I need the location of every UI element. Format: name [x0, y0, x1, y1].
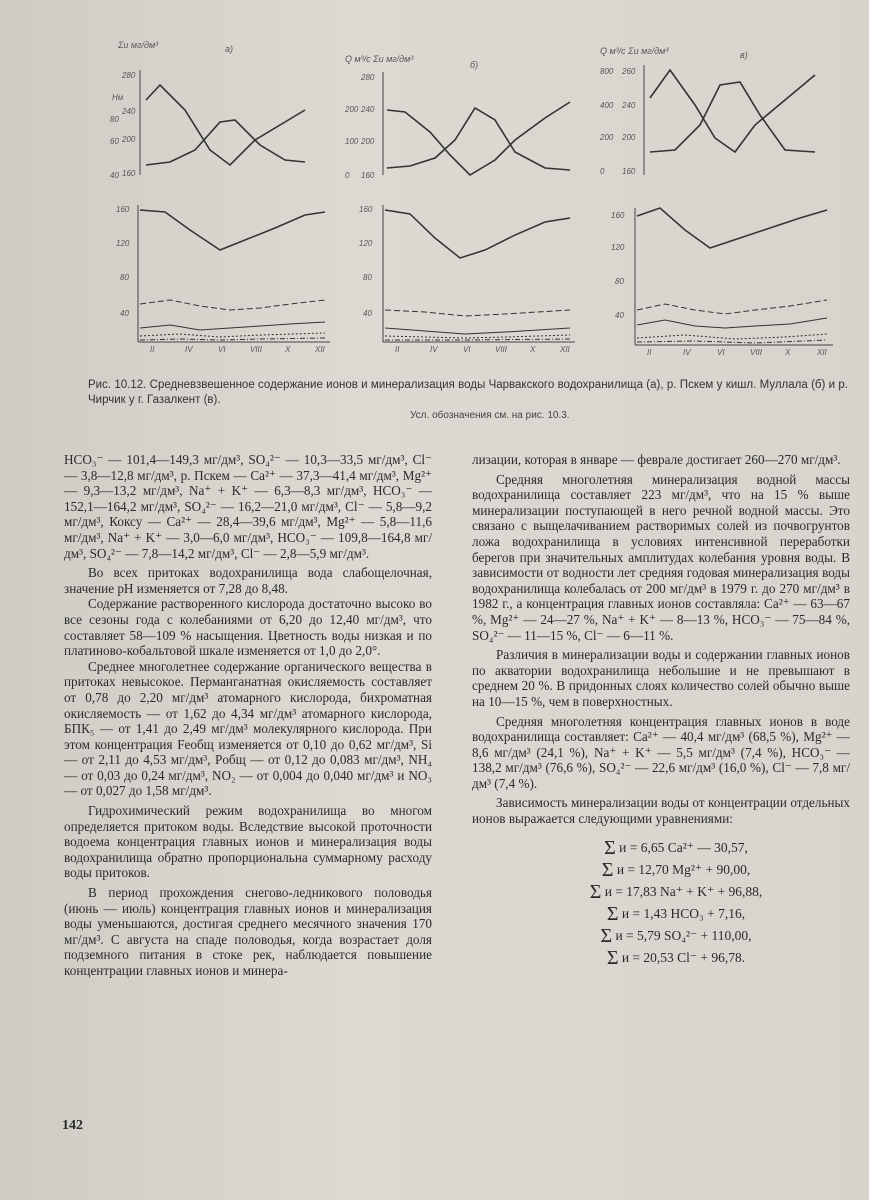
series-cl-a: [140, 338, 325, 340]
axis-title-b: Q м³/с Σи мг/дм³: [345, 54, 414, 64]
tick-b-160: 160: [361, 171, 375, 180]
page-number: 142: [62, 1118, 83, 1133]
panel-label-b: б): [470, 60, 479, 70]
tick-b-280: 280: [361, 73, 375, 82]
panel-c-bottom: [605, 200, 840, 360]
tick-c-240: 240: [622, 101, 636, 110]
tick-b-240: 240: [361, 105, 375, 114]
paragraph: Во всех притоках водохранилища вода слабощелочная, значение рН изменяется от 7,28 до 8,48.: [64, 565, 432, 596]
series-mg-b: [385, 335, 570, 338]
tick-c-l400: 400: [600, 101, 614, 110]
series-cl-c: [637, 340, 827, 343]
series-so4-b: [385, 328, 570, 334]
equation: Σ и = 1,43 HCO₃ + 7,16,: [606, 902, 746, 925]
sigma-symbol: Σ: [606, 902, 619, 925]
month-c-ii: II: [647, 348, 652, 357]
panel-a-top: [110, 40, 325, 185]
series-ca-b: [385, 310, 570, 316]
tick-c-200: 200: [622, 133, 636, 142]
month-c-iv: IV: [683, 348, 691, 357]
panel-label-a: a): [225, 44, 234, 54]
tick-a-l80: 80: [110, 115, 119, 124]
month-a-ii: II: [150, 345, 155, 354]
tick-b-l100: 100: [345, 137, 359, 146]
series-hco3-b: [385, 210, 570, 258]
tick-b-l0: 0: [345, 171, 350, 180]
sigma-symbol: Σ: [601, 858, 614, 881]
month-c-vi: VI: [717, 348, 725, 357]
axis-title-a: Σи мг/дм³: [118, 40, 159, 50]
month-a-viii: VIII: [250, 345, 263, 354]
month-b-ii: II: [395, 345, 400, 354]
series-flow-c: [650, 82, 815, 152]
tick-a-200: 200: [122, 135, 136, 144]
tick-c-l0: 0: [600, 167, 605, 176]
btick-a-160: 160: [116, 205, 130, 214]
paragraph: лизации, которая в январе — феврале достигает 260—270 мг/дм³.: [472, 452, 841, 467]
tick-a-l60: 60: [110, 137, 119, 146]
series-mg-a: [140, 333, 325, 337]
panel-a-bottom: [110, 200, 335, 355]
btick-b-80: 80: [363, 273, 372, 282]
paragraph: Средняя многолетняя минерализация водной массы водохранилища составляет 223 мг/дм³, что на 15 % выше минерализации поступающей в него речной водной массы. Это связано с выщелачиванием растворимых солей из почвогрунтов ложа водохранилища в условиях интенсивной переработки берегов при значительных амплитудах колебания уровня воды. В зависимости от водности лет средняя годовая минерализация воды водохранилища колебалась от 200 мг/дм³ в 1979 г. до 270 мг/дм³ в 1982 г., а концентрация главных ионов составляла: Ca²⁺ — 63—67 %, Mg²⁺ — 24—27 %, Na⁺ + K⁺ — 8—13 %, HCO₃⁻ — 75—84 %, SO₄²⁻ — 11—15 %, Cl⁻ — 6—11 %.: [472, 471, 850, 643]
btick-a-120: 120: [116, 239, 130, 248]
figure-caption: Рис. 10.12. Средневзвешенное содержание ионов и минерализация воды Чарвакского водохранилища (а), р. Пскем у кишл. Муллала (б) и р. Чирчик у г. Газалкент (в).: [88, 379, 848, 406]
btick-a-40: 40: [120, 309, 129, 318]
left-axis-title-a: Нм: [112, 93, 124, 102]
sigma-symbol: Σ: [604, 836, 616, 859]
paragraph: В период прохождения снегово-ледникового половодья (июнь — июль) концентрация главных ионов и минерализация воды уменьшаются, достигая среднего месячного значения 170 мг/дм³. С августа на спаде половодья, когда возрастает доля подземного питания в стоке рек, наблюдается повышение концентрации главных ионов и минера-: [64, 885, 432, 978]
month-b-viii: VIII: [495, 345, 508, 354]
right-column: [472, 452, 850, 969]
panel-b-bottom: [355, 200, 580, 355]
tick-c-160: 160: [622, 167, 636, 176]
paragraph: Различия в минерализации воды и содержании главных ионов по акватории водохранилища небольшие и не превышают в среднем 20 %. В придонных слоях количество солей обычно выше на 10—15 %, чем в поверхностных.: [472, 647, 850, 709]
tick-a-280: 280: [122, 71, 136, 80]
sigma-symbol: Σ: [589, 880, 602, 903]
tick-b-l200: 200: [345, 105, 359, 114]
series-flow-b: [387, 108, 570, 170]
panel-b-top: [345, 40, 585, 185]
month-a-iv: IV: [185, 345, 193, 354]
paragraph: Среднее многолетнее содержание органического вещества в притоках невысокое. Перманганатная окисляемость составляет от 0,78 до 2,20 мг/дм³ атомарного кислорода, бихроматная окисляемость — от 1,62 до 4,34 мг/дм³ атомарного кислорода, БПК₅ — от 1,41 до 2,49 мг/дм³ молекулярного кислорода. При этом концентрация Feобщ изменяется от 0,10 до 0,62 мг/дм³, Si — от 2,11 до 4,53 мг/дм³, Pобщ — от 0,12 до 0,083 мг/дм³, NH₄ — от 0,03 до 0,24 мг/дм³, NO₂ — от 0,004 до 0,040 мг/дм³ и NO₃ — от 0,027 до 1,58 мг/дм³.: [64, 658, 432, 799]
tick-c-260: 260: [622, 67, 636, 76]
series-mineral-c: [650, 70, 815, 152]
equation: Σ и = 12,70 Mg²⁺ + 90,00,: [601, 858, 751, 881]
btick-a-80: 80: [120, 273, 129, 282]
equation: Σ и = 17,83 Na⁺ + K⁺ + 96,88,: [589, 880, 763, 903]
month-a-vi: VI: [218, 345, 226, 354]
month-a-xii: XII: [315, 345, 325, 354]
btick-b-40: 40: [363, 309, 372, 318]
series-hco3-a: [140, 210, 325, 250]
equation: Σ и = 20,53 Cl⁻ + 96,78.: [606, 946, 746, 969]
sigma-symbol: Σ: [600, 924, 613, 947]
btick-c-160: 160: [611, 211, 625, 220]
series-ca-c: [637, 300, 827, 314]
month-b-x: X: [530, 345, 536, 354]
left-column: [64, 452, 432, 979]
tick-c-l800: 800: [600, 67, 614, 76]
month-b-iv: IV: [430, 345, 438, 354]
tick-a-160: 160: [122, 169, 136, 178]
month-c-x: X: [785, 348, 791, 357]
panel-label-c: в): [740, 50, 748, 60]
paragraph: Гидрохимический режим водохранилища во многом определяется притоком воды. Вследствие высокой проточности водоема концентрация главных ионов и минерализация воды водохранилища обратно пропорциональна суммарному расходу воды притоков.: [64, 803, 432, 881]
panel-c-top: [600, 40, 840, 185]
btick-c-120: 120: [611, 243, 625, 252]
tick-b-200: 200: [361, 137, 375, 146]
series-flow-a: [146, 120, 305, 165]
sigma-symbol: Σ: [606, 946, 619, 969]
equation: Σ и = 5,79 SO₄²⁻ + 110,00,: [600, 924, 752, 947]
series-mineral-a: [146, 85, 305, 165]
paragraph: Средняя многолетняя концентрация главных ионов в воде водохранилища составляет: Ca²⁺ — 40,4 мг/дм³ (68,5 %), Mg²⁺ — 8,6 мг/дм³ (24,1 %), Na⁺ + K⁺ — 5,5 мг/дм³ (7,4 %), HCO₃⁻ — 138,2 мг/дм³ (76,6 %), SO₄²⁻ — 22,6 мг/дм³ (16,0 %), Cl⁻ — 7,8 мг/дм³ (7,4 %).: [472, 713, 850, 791]
axis-title-c: Q м³/с Σи мг/дм³: [600, 46, 669, 56]
month-b-vi: VI: [463, 345, 471, 354]
tick-c-l200: 200: [600, 133, 614, 142]
figure-caption-note: Усл. обозначения см. на рис. 10.3.: [410, 410, 570, 421]
paragraph: HCO₃⁻ — 101,4—149,3 мг/дм³, SO₄²⁻ — 10,3—33,5 мг/дм³, Cl⁻ — 3,8—12,8 мг/дм³, р. Пскем — Ca²⁺ — 37,3—41,4 мг/дм³, Mg²⁺ — 9,3—13,2 мг/дм³, Na⁺ + K⁺ — 6,3—8,3 мг/дм³, HCO₃⁻ — 152,1—164,2 мг/дм³, SO₄²⁻ — 16,2—21,0 мг/дм³, Cl⁻ — 5,8—9,2 мг/дм³, Коксу — Ca²⁺ — 28,4—39,6 мг/дм³, Mg²⁺ — 5,8—11,6 мг/дм³, Na⁺ + K⁺ — 3,0—6,0 мг/дм³, HCO₃⁻ — 109,8—164,8 мг/дм³, SO₄²⁻ — 7,8—14,2 мг/дм³, Cl⁻ — 2,8—5,9 мг/дм³.: [64, 452, 432, 561]
month-b-xii: XII: [560, 345, 570, 354]
tick-a-l40: 40: [110, 171, 119, 180]
month-c-viii: VIII: [750, 348, 763, 357]
equation: Σ и = 6,65 Ca²⁺ — 30,57,: [604, 836, 748, 859]
series-so4-c: [637, 318, 827, 328]
month-c-xii: XII: [817, 348, 827, 357]
btick-b-120: 120: [359, 239, 373, 248]
series-cl-b: [385, 339, 570, 340]
series-hco3-c: [637, 208, 827, 248]
paragraph: Зависимость минерализации воды от концентрации отдельных ионов выражается следующими уравнениями:: [472, 795, 850, 827]
series-mg-c: [637, 334, 827, 339]
tick-a-240: 240: [122, 107, 136, 116]
month-a-x: X: [285, 345, 291, 354]
series-ca-a: [140, 300, 325, 310]
btick-c-40: 40: [615, 311, 624, 320]
series-so4-a: [140, 322, 325, 330]
figure-10-12: [110, 40, 845, 370]
btick-c-80: 80: [615, 277, 624, 286]
paragraph: Содержание растворенного кислорода достаточно высоко во все сезоны года с колебаниями от 6,20 до 12,40 мг/дм³, что составляет 58—109 % насыщения. Цветность воды низкая и по платиново-кобальтовой шкале изменяется от 1,0 до 2,0°.: [64, 596, 432, 659]
equations: [472, 837, 850, 969]
btick-b-160: 160: [359, 205, 373, 214]
